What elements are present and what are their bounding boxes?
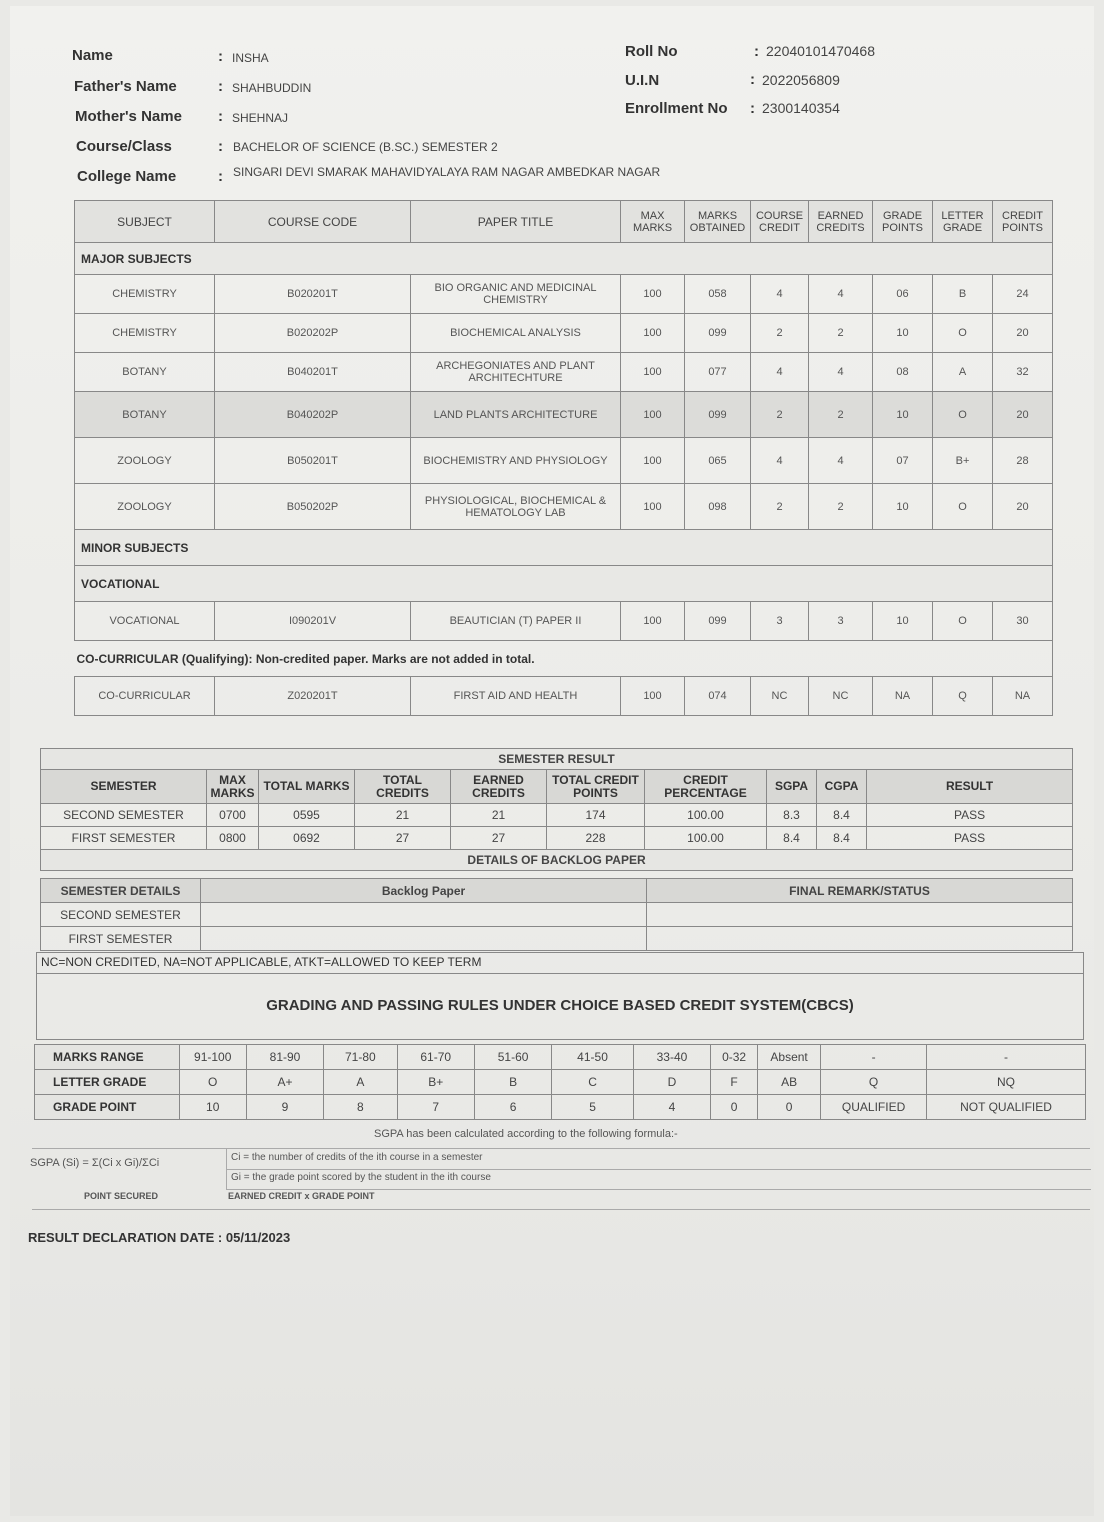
semester-result-title: SEMESTER RESULT	[41, 749, 1073, 770]
result-declaration-date: RESULT DECLARATION DATE : 05/11/2023	[28, 1230, 291, 1245]
cell-tcp: 228	[547, 827, 645, 850]
cell-subject: ZOOLOGY	[75, 484, 215, 530]
cell-gp: 10	[873, 602, 933, 641]
cell-range: 0-32	[711, 1045, 758, 1070]
cell-earned: 4	[809, 275, 873, 314]
name-label: Name	[72, 47, 113, 64]
cell-cp: 30	[993, 602, 1053, 641]
cell-max: 100	[621, 275, 685, 314]
cell-earned: 2	[809, 314, 873, 353]
colon: :	[218, 48, 223, 65]
cell-semester: FIRST SEMESTER	[41, 827, 207, 850]
cell-letter: O	[179, 1070, 246, 1095]
col-course-credit: COURSE CREDIT	[751, 201, 809, 243]
col-backlog-paper: Backlog Paper	[201, 879, 647, 903]
cell-code: I090201V	[215, 602, 411, 641]
table-row	[41, 827, 1073, 850]
cell-credit: 2	[751, 314, 809, 353]
col-credit-percentage: CREDIT PERCENTAGE	[645, 770, 767, 804]
table-row	[75, 353, 1053, 392]
ci-row	[226, 1149, 1091, 1170]
cell-point: 5	[552, 1095, 633, 1120]
cell-point: 4	[633, 1095, 710, 1120]
col-semester: SEMESTER	[41, 770, 207, 804]
cell-subject: ZOOLOGY	[75, 438, 215, 484]
col-total-marks: TOTAL MARKS	[259, 770, 355, 804]
cell-credit: 2	[751, 392, 809, 438]
cell-earned: 4	[809, 438, 873, 484]
cell-pct: 100.00	[645, 827, 767, 850]
cell-title: BIOCHEMICAL ANALYSIS	[411, 314, 621, 353]
gi-definition: Gi = the grade point scored by the student in the ith course	[231, 1172, 491, 1183]
cell-sgpa: 8.4	[767, 827, 817, 850]
section-vocational: VOCATIONAL	[75, 566, 1053, 602]
cell-max: 0800	[207, 827, 259, 850]
cell-letter: D	[633, 1070, 710, 1095]
cell-range: 33-40	[633, 1045, 710, 1070]
uin-value: 2022056809	[762, 72, 840, 88]
cell-title: BIO ORGANIC AND MEDICINAL CHEMISTRY	[411, 275, 621, 314]
cell-result: PASS	[867, 804, 1073, 827]
col-total-credit-points: TOTAL CREDIT POINTS	[547, 770, 645, 804]
cell-title: FIRST AID AND HEALTH	[411, 677, 621, 716]
table-row	[41, 903, 1073, 927]
cell-credit: 4	[751, 275, 809, 314]
enroll-label: Enrollment No	[625, 100, 728, 117]
roll-value: 22040101470468	[766, 43, 876, 59]
cell-point: 10	[179, 1095, 246, 1120]
course-value: BACHELOR OF SCIENCE (B.SC.) SEMESTER 2	[233, 140, 498, 154]
cell-credit: 4	[751, 438, 809, 484]
cell-result: PASS	[867, 827, 1073, 850]
cell-semester: FIRST SEMESTER	[41, 927, 201, 951]
cell-letter: O	[933, 314, 993, 353]
cell-cp: 28	[993, 438, 1053, 484]
marks-table	[74, 200, 1053, 716]
cell-point: 9	[246, 1095, 323, 1120]
grading-table	[34, 1044, 1086, 1120]
cell-remark	[647, 903, 1073, 927]
cell-point: 8	[324, 1095, 397, 1120]
cell-letter: O	[933, 602, 993, 641]
cell-range: 61-70	[397, 1045, 474, 1070]
section-major: MAJOR SUBJECTS	[75, 243, 1053, 275]
cell-backlog	[201, 927, 647, 951]
point-secured-label: POINT SECURED	[84, 1191, 159, 1201]
cell-letter: Q	[933, 677, 993, 716]
cell-earned: 2	[809, 392, 873, 438]
cell-total: 0595	[259, 804, 355, 827]
letter-grade-row	[35, 1070, 1086, 1095]
cell-subject: CHEMISTRY	[75, 275, 215, 314]
college-label: College Name	[77, 168, 177, 185]
cell-point: NOT QUALIFIED	[927, 1095, 1086, 1120]
col-final-remark: FINAL REMARK/STATUS	[647, 879, 1073, 903]
cell-subject: BOTANY	[75, 392, 215, 438]
table-row	[75, 484, 1053, 530]
cell-letter: B	[933, 275, 993, 314]
colon: :	[218, 108, 223, 125]
formula-intro: SGPA has been calculated according to the following formula:-	[374, 1128, 678, 1140]
cell-max: 100	[621, 602, 685, 641]
cell-total: 0692	[259, 827, 355, 850]
table-row	[41, 927, 1073, 951]
ci-definition: Ci = the number of credits of the ith course in a semester	[231, 1152, 483, 1163]
cell-obtained: 099	[685, 602, 751, 641]
row-label: GRADE POINT	[35, 1095, 180, 1120]
colon: :	[218, 168, 223, 185]
cell-letter: B+	[397, 1070, 474, 1095]
cell-range: 41-50	[552, 1045, 633, 1070]
cell-letter: C	[552, 1070, 633, 1095]
colon: :	[218, 138, 223, 155]
cell-range: 81-90	[246, 1045, 323, 1070]
cell-max: 100	[621, 314, 685, 353]
cell-gp: 06	[873, 275, 933, 314]
cell-code: B050202P	[215, 484, 411, 530]
cell-range: -	[927, 1045, 1086, 1070]
cell-code: B020202P	[215, 314, 411, 353]
cell-obtained: 099	[685, 314, 751, 353]
colon: :	[750, 100, 755, 117]
cell-cp: 20	[993, 392, 1053, 438]
col-max-marks: MAX MARKS	[621, 201, 685, 243]
cell-letter: NQ	[927, 1070, 1086, 1095]
cell-gp: 08	[873, 353, 933, 392]
cell-semester: SECOND SEMESTER	[41, 903, 201, 927]
cell-code: B040202P	[215, 392, 411, 438]
cell-title: BIOCHEMISTRY AND PHYSIOLOGY	[411, 438, 621, 484]
gi-row	[226, 1169, 1091, 1190]
col-semester-details: SEMESTER DETAILS	[41, 879, 201, 903]
cell-obtained: 065	[685, 438, 751, 484]
father-label: Father's Name	[74, 78, 177, 95]
cell-range: 51-60	[474, 1045, 551, 1070]
cell-cp: 32	[993, 353, 1053, 392]
col-credit-points: CREDIT POINTS	[993, 201, 1053, 243]
semester-header-row	[41, 770, 1073, 804]
row-label: LETTER GRADE	[35, 1070, 180, 1095]
abbreviation-note: NC=NON CREDITED, NA=NOT APPLICABLE, ATKT=ALLOWED TO KEEP TERM	[41, 955, 482, 969]
table-row	[75, 438, 1053, 484]
cell-subject: CHEMISTRY	[75, 314, 215, 353]
cell-max: 100	[621, 484, 685, 530]
roll-info	[0, 0, 1104, 130]
cell-max: 100	[621, 438, 685, 484]
cell-subject: VOCATIONAL	[75, 602, 215, 641]
cell-pct: 100.00	[645, 804, 767, 827]
cell-cp: NA	[993, 677, 1053, 716]
cell-credit: 3	[751, 602, 809, 641]
cell-gp: 10	[873, 484, 933, 530]
cell-range: 71-80	[324, 1045, 397, 1070]
cell-code: B020201T	[215, 275, 411, 314]
cell-gp: 07	[873, 438, 933, 484]
cell-gp: 10	[873, 392, 933, 438]
cell-range: Absent	[758, 1045, 821, 1070]
cell-point: 7	[397, 1095, 474, 1120]
cell-credit: NC	[751, 677, 809, 716]
cell-earned: 2	[809, 484, 873, 530]
cell-point: 0	[711, 1095, 758, 1120]
college-value: SINGARI DEVI SMARAK MAHAVIDYALAYA RAM NAGAR AMBEDKAR NAGAR	[233, 165, 661, 179]
earned-credit-formula: EARNED CREDIT x GRADE POINT	[228, 1191, 375, 1201]
col-max-marks: MAX MARKS	[207, 770, 259, 804]
cell-obtained: 098	[685, 484, 751, 530]
col-cgpa: CGPA	[817, 770, 867, 804]
semester-result-table	[40, 748, 1073, 871]
cell-max: 100	[621, 392, 685, 438]
colon: :	[750, 71, 755, 88]
cell-title: LAND PLANTS ARCHITECTURE	[411, 392, 621, 438]
cell-letter: O	[933, 484, 993, 530]
table-row	[75, 602, 1053, 641]
col-earned-credits: EARNED CREDITS	[451, 770, 547, 804]
cell-gp: NA	[873, 677, 933, 716]
cell-title: PHYSIOLOGICAL, BIOCHEMICAL & HEMATOLOGY LAB	[411, 484, 621, 530]
father-name: SHAHBUDDIN	[232, 81, 312, 95]
course-label: Course/Class	[76, 138, 172, 155]
cell-max: 0700	[207, 804, 259, 827]
cell-tcp: 174	[547, 804, 645, 827]
mother-name: SHEHNAJ	[232, 111, 289, 125]
col-sgpa: SGPA	[767, 770, 817, 804]
divider	[37, 973, 1083, 974]
col-course-code: COURSE CODE	[215, 201, 411, 243]
section-minor: MINOR SUBJECTS	[75, 530, 1053, 566]
student-name: INSHA	[232, 51, 269, 65]
col-result: RESULT	[867, 770, 1073, 804]
col-letter-grade: LETTER GRADE	[933, 201, 993, 243]
cell-range: 91-100	[179, 1045, 246, 1070]
cell-letter: AB	[758, 1070, 821, 1095]
cell-obtained: 058	[685, 275, 751, 314]
notes-box	[36, 952, 1084, 1040]
cell-range: -	[821, 1045, 927, 1070]
cell-point: QUALIFIED	[821, 1095, 927, 1120]
cell-ec: 21	[451, 804, 547, 827]
cell-tc: 21	[355, 804, 451, 827]
col-paper-title: PAPER TITLE	[411, 201, 621, 243]
backlog-table	[40, 878, 1073, 951]
cell-cp: 20	[993, 484, 1053, 530]
cell-code: B040201T	[215, 353, 411, 392]
cell-tc: 27	[355, 827, 451, 850]
cell-point: 0	[758, 1095, 821, 1120]
cell-point: 6	[474, 1095, 551, 1120]
roll-label: Roll No	[625, 43, 678, 60]
col-total-credits: TOTAL CREDITS	[355, 770, 451, 804]
colon: :	[218, 78, 223, 95]
cell-code: B050201T	[215, 438, 411, 484]
cell-cgpa: 8.4	[817, 827, 867, 850]
cell-credit: 4	[751, 353, 809, 392]
cell-title: BEAUTICIAN (T) PAPER II	[411, 602, 621, 641]
col-earned-credits: EARNED CREDITS	[809, 201, 873, 243]
cell-subject: CO-CURRICULAR	[75, 677, 215, 716]
cell-cgpa: 8.4	[817, 804, 867, 827]
backlog-title: DETAILS OF BACKLOG PAPER	[41, 850, 1073, 871]
cell-title: ARCHEGONIATES AND PLANT ARCHITECHTURE	[411, 353, 621, 392]
col-subject: SUBJECT	[75, 201, 215, 243]
sgpa-formula: SGPA (Si) = Σ(Ci x Gi)/ΣCi	[30, 1157, 160, 1169]
table-row	[75, 275, 1053, 314]
cell-gp: 10	[873, 314, 933, 353]
marks-header-row	[75, 201, 1053, 243]
cell-earned: 4	[809, 353, 873, 392]
cell-earned: NC	[809, 677, 873, 716]
cell-letter: Q	[821, 1070, 927, 1095]
cell-subject: BOTANY	[75, 353, 215, 392]
cell-cp: 20	[993, 314, 1053, 353]
formula-box	[32, 1148, 1090, 1210]
cell-letter: A	[933, 353, 993, 392]
cocurricular-note: CO-CURRICULAR (Qualifying): Non-credited paper. Marks are not added in total.	[75, 641, 1053, 677]
cell-code: Z020201T	[215, 677, 411, 716]
cell-max: 100	[621, 353, 685, 392]
table-row	[75, 314, 1053, 353]
cell-backlog	[201, 903, 647, 927]
cell-max: 100	[621, 677, 685, 716]
cell-letter: B+	[933, 438, 993, 484]
cell-ec: 27	[451, 827, 547, 850]
enroll-value: 2300140354	[762, 100, 840, 116]
cell-sgpa: 8.3	[767, 804, 817, 827]
mother-label: Mother's Name	[75, 108, 182, 125]
cell-obtained: 099	[685, 392, 751, 438]
table-row	[75, 392, 1053, 438]
grade-point-row	[35, 1095, 1086, 1120]
cell-letter: A+	[246, 1070, 323, 1095]
cell-letter: B	[474, 1070, 551, 1095]
backlog-header-row	[41, 879, 1073, 903]
cell-earned: 3	[809, 602, 873, 641]
cell-letter: A	[324, 1070, 397, 1095]
cell-semester: SECOND SEMESTER	[41, 804, 207, 827]
cell-credit: 2	[751, 484, 809, 530]
col-grade-points: GRADE POINTS	[873, 201, 933, 243]
colon: :	[754, 43, 759, 60]
grading-title: GRADING AND PASSING RULES UNDER CHOICE BASED CREDIT SYSTEM(CBCS)	[266, 997, 854, 1014]
cell-cp: 24	[993, 275, 1053, 314]
cell-letter: F	[711, 1070, 758, 1095]
cell-obtained: 074	[685, 677, 751, 716]
table-row	[75, 677, 1053, 716]
cell-remark	[647, 927, 1073, 951]
row-label: MARKS RANGE	[35, 1045, 180, 1070]
cell-letter: O	[933, 392, 993, 438]
col-marks-obtained: MARKS OBTAINED	[685, 201, 751, 243]
uin-label: U.I.N	[625, 72, 660, 89]
cell-obtained: 077	[685, 353, 751, 392]
marks-range-row	[35, 1045, 1086, 1070]
table-row	[41, 804, 1073, 827]
